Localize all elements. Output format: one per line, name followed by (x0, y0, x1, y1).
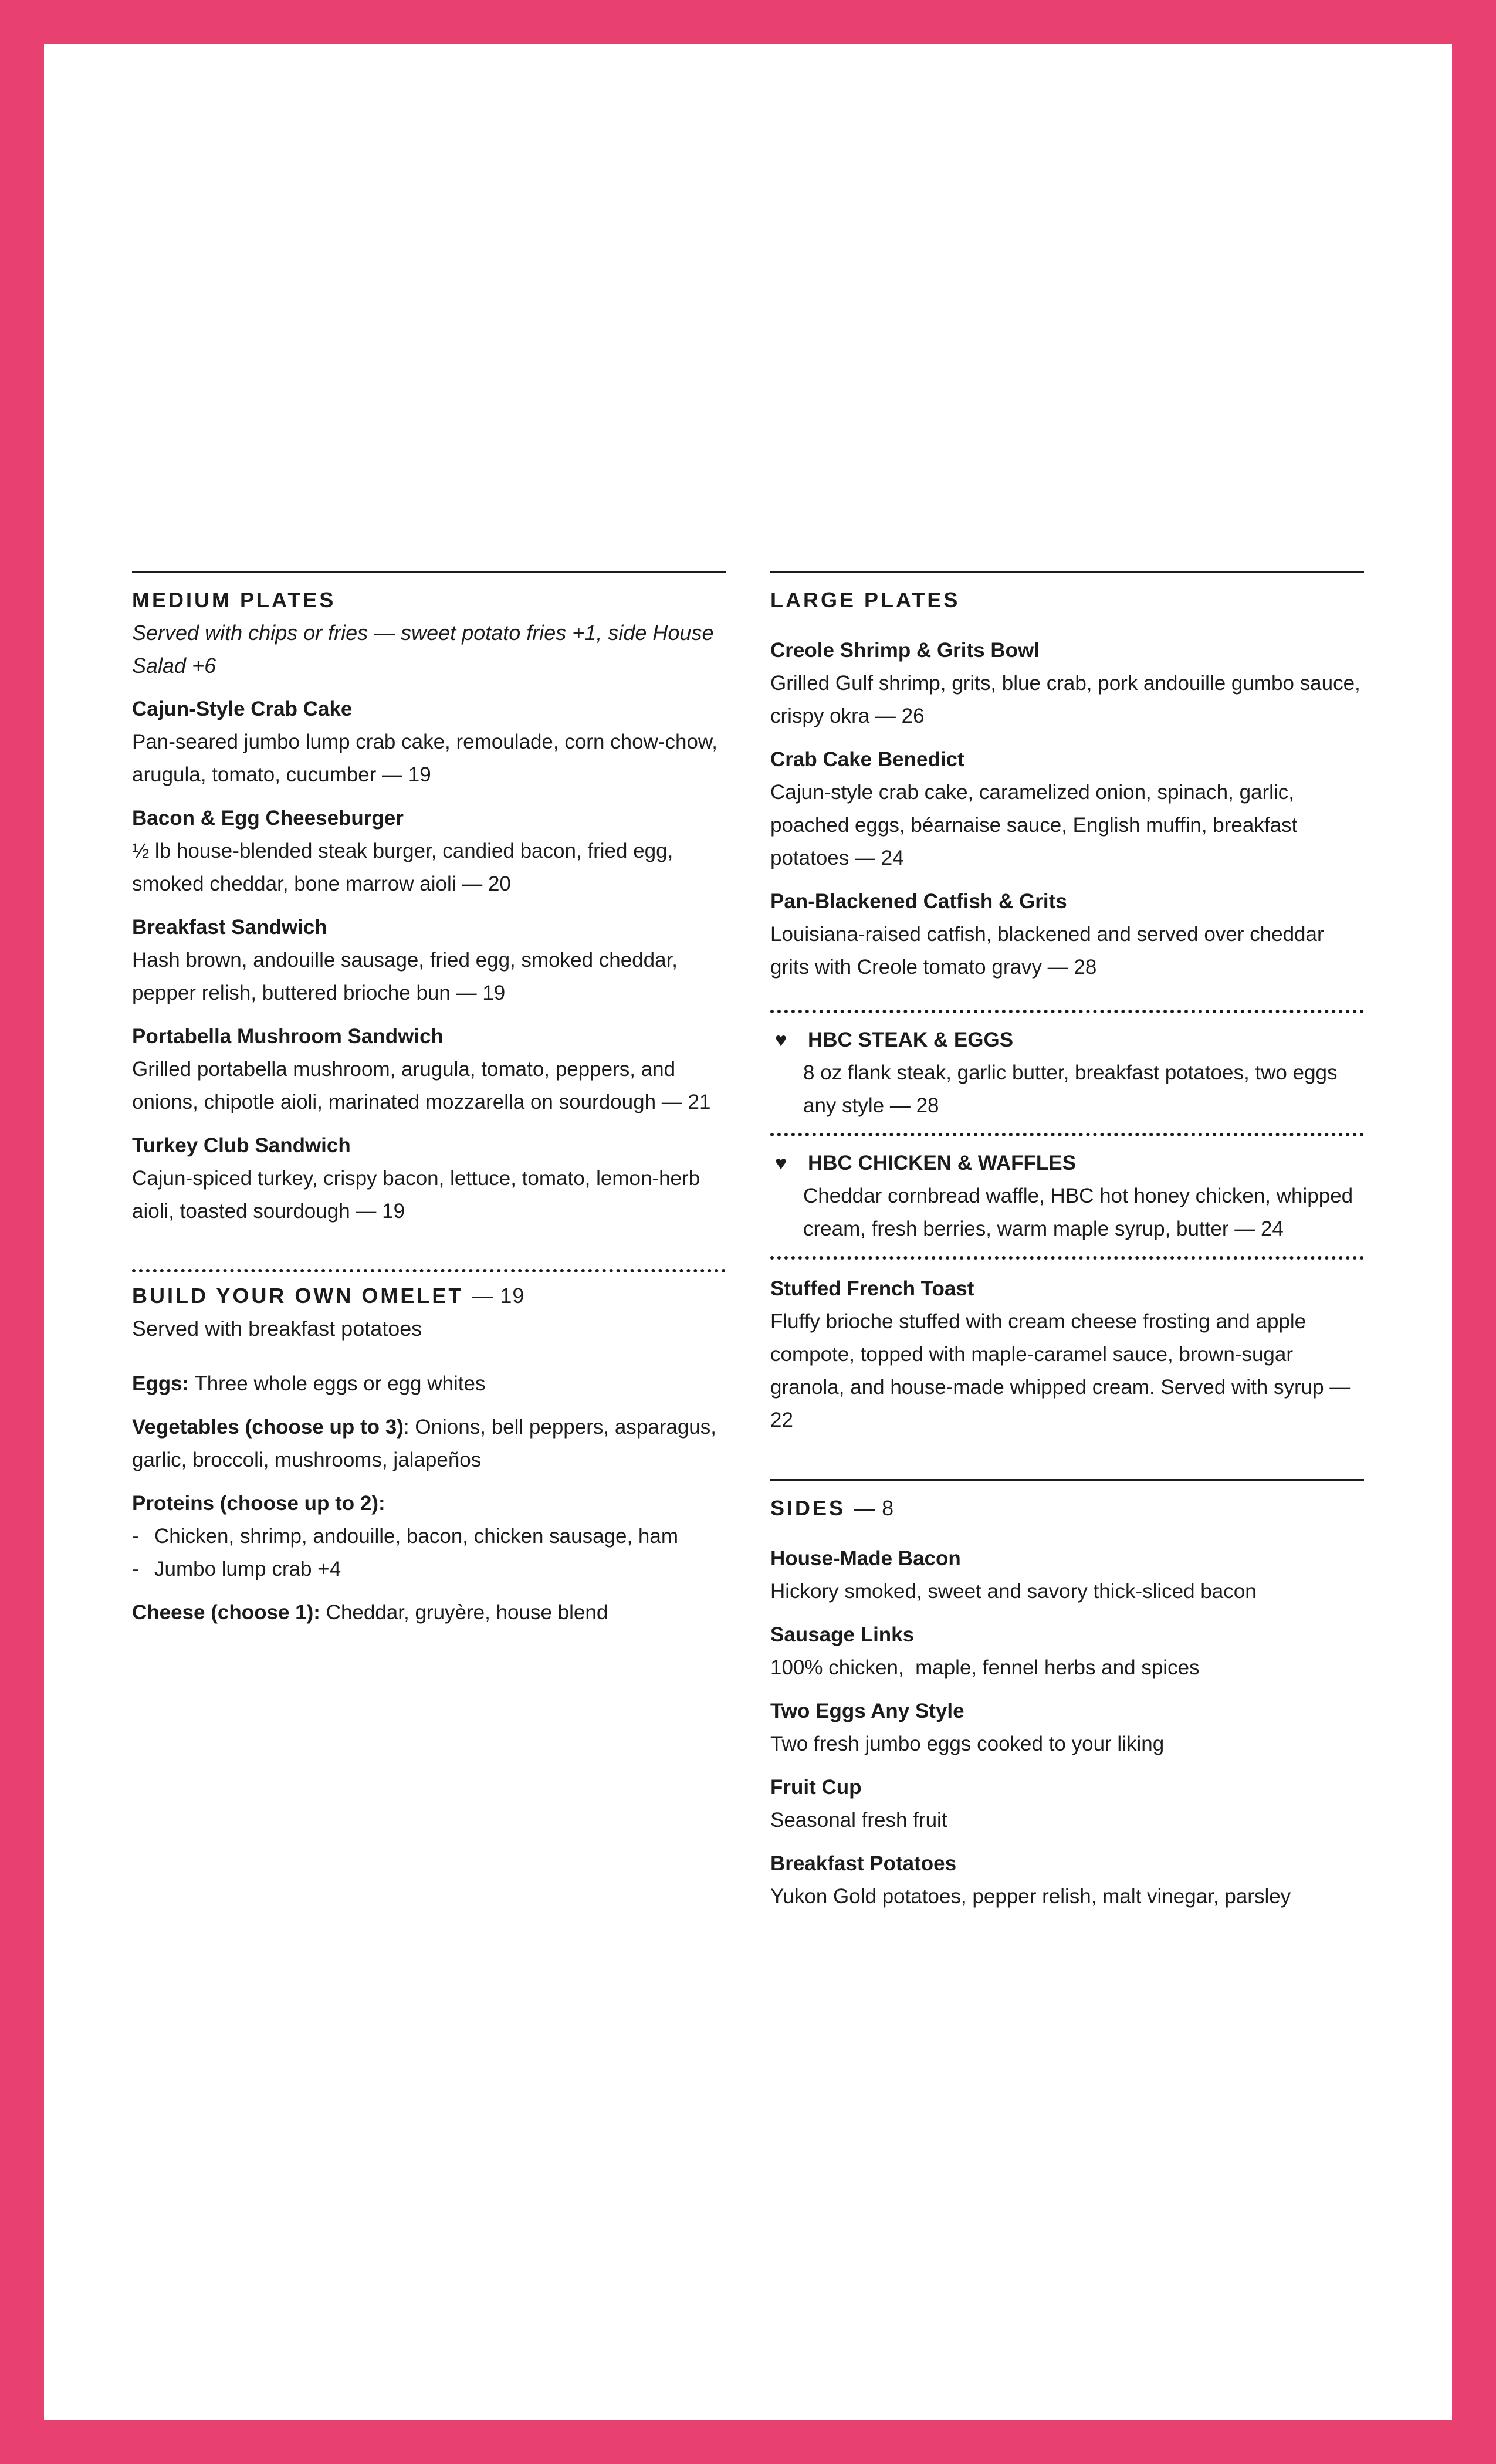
featured-item-name: HBC STEAK & EGGS (808, 1028, 1014, 1051)
eggs-label: Eggs: (132, 1372, 189, 1395)
bullet-dash: - (132, 1558, 139, 1580)
bullet-text: Chicken, shrimp, andouille, bacon, chicken sausage, ham (154, 1525, 678, 1548)
side-item (770, 1695, 1364, 1761)
menu-item (770, 885, 1364, 984)
item-description: Seasonal fresh fruit (770, 1809, 947, 1832)
featured-item-description: Cheddar cornbread waffle, HBC hot honey chicken, whipped cream, fresh berries, warm maple syrup, butter — 24 (803, 1184, 1353, 1240)
menu-item (770, 1272, 1364, 1437)
menu-item (770, 743, 1364, 875)
featured-item-description: 8 oz flank steak, garlic butter, breakfast potatoes, two eggs any style — 28 (803, 1061, 1338, 1117)
omelet-price: — 19 (472, 1284, 525, 1308)
item-name: Two Eggs Any Style (770, 1700, 964, 1722)
item-name: Bacon & Egg Cheeseburger (132, 807, 404, 830)
item-description: Grilled portabella mushroom, arugula, tomato, peppers, and onions, chipotle aioli, marinated mozzarella on sourdough — 21 (132, 1058, 711, 1113)
item-name: Turkey Club Sandwich (132, 1134, 351, 1157)
cheese-label: Cheese (choose 1): (132, 1601, 320, 1624)
item-description: 100% chicken, maple, fennel herbs and spices (770, 1656, 1200, 1679)
left-column (132, 571, 726, 1629)
menu-page (44, 44, 1452, 2420)
item-description: Two fresh jumbo eggs cooked to your liking (770, 1732, 1165, 1755)
section-divider (132, 571, 726, 573)
omelet-vegetables (132, 1411, 726, 1477)
medium-plates-note: Served with chips or fries — sweet potato fries +1, side House Salad +6 (132, 621, 714, 678)
omelet-title (132, 1280, 726, 1312)
heart-icon: ♥ (775, 1029, 787, 1051)
menu-item (132, 1020, 726, 1119)
side-item (770, 1847, 1364, 1913)
section-divider (770, 1479, 1364, 1481)
menu-item (132, 693, 726, 791)
vegetables-label: Vegetables (choose up to 3) (132, 1416, 404, 1439)
proteins-label: Proteins (choose up to 2): (132, 1492, 385, 1515)
item-description: Fluffy brioche stuffed with cream cheese frosting and apple compote, topped with maple-caramel sauce, brown-sugar granola, and house-made whipped cream. Served with syrup — 22 (770, 1310, 1351, 1431)
item-description: Cajun-spiced turkey, crispy bacon, lettuce, tomato, lemon-herb aioli, toasted sourdough — 19 (132, 1167, 700, 1223)
featured-item (770, 1018, 1364, 1128)
section-divider (770, 571, 1364, 573)
bullet-dash: - (132, 1525, 139, 1548)
omelet-cheese (132, 1596, 726, 1629)
dotted-divider (132, 1269, 726, 1272)
menu-item (132, 802, 726, 901)
item-name: Cajun-Style Crab Cake (132, 698, 353, 720)
item-name: House-Made Bacon (770, 1547, 961, 1570)
item-description: Grilled Gulf shrimp, grits, blue crab, pork andouille gumbo sauce, crispy okra — 26 (770, 672, 1360, 727)
item-description: ½ lb house-blended steak burger, candied bacon, fried egg, smoked cheddar, bone marrow aioli — 20 (132, 840, 673, 895)
item-description: Cajun-style crab cake, caramelized onion, spinach, garlic, poached eggs, béarnaise sauce, English muffin, breakfast potatoes — 24 (770, 781, 1298, 869)
item-name: Portabella Mushroom Sandwich (132, 1025, 444, 1048)
item-description: Hash brown, andouille sausage, fried egg, smoked cheddar, pepper relish, buttered brioche bun — 19 (132, 949, 678, 1004)
menu-item (132, 911, 726, 1010)
item-name: Fruit Cup (770, 1776, 862, 1799)
bullet-text: Jumbo lump crab +4 (154, 1558, 341, 1580)
right-column (770, 571, 1364, 1913)
featured-item-head (770, 1147, 1364, 1180)
eggs-text: Three whole eggs or egg whites (194, 1372, 486, 1395)
item-description: Hickory smoked, sweet and savory thick-sliced bacon (770, 1580, 1257, 1603)
item-description: Pan-seared jumbo lump crab cake, remoulade, corn chow-chow, arugula, tomato, cucumber — 19 (132, 730, 717, 786)
protein-bullet (132, 1553, 726, 1586)
item-description: Yukon Gold potatoes, pepper relish, malt vinegar, parsley (770, 1885, 1291, 1908)
heart-icon: ♥ (775, 1152, 787, 1175)
item-name: Breakfast Potatoes (770, 1852, 957, 1875)
omelet-proteins (132, 1487, 726, 1586)
dotted-divider (770, 1133, 1364, 1136)
menu-item (770, 634, 1364, 733)
medium-plates-title: MEDIUM PLATES (132, 588, 336, 612)
item-name: Stuffed French Toast (770, 1277, 974, 1300)
large-plates-title: LARGE PLATES (770, 588, 960, 612)
item-name: Pan-Blackened Catfish & Grits (770, 890, 1067, 913)
featured-item (770, 1141, 1364, 1251)
item-description: Louisiana-raised catfish, blackened and served over cheddar grits with Creole tomato gravy — 28 (770, 923, 1324, 979)
sides-title (770, 1492, 1364, 1525)
dotted-divider (770, 1256, 1364, 1260)
side-item (770, 1771, 1364, 1837)
omelet-title-text: BUILD YOUR OWN OMELET (132, 1284, 464, 1308)
side-item (770, 1542, 1364, 1608)
omelet-subtitle: Served with breakfast potatoes (132, 1316, 422, 1341)
item-name: Sausage Links (770, 1623, 915, 1646)
item-name: Breakfast Sandwich (132, 916, 327, 939)
sides-title-text: SIDES (770, 1496, 846, 1520)
item-name: Crab Cake Benedict (770, 748, 964, 771)
sides-price: — 8 (854, 1496, 895, 1520)
protein-bullet (132, 1520, 726, 1553)
side-item (770, 1619, 1364, 1684)
vegetables-text: : Onions, bell peppers, asparagus, garlic, broccoli, mushrooms, jalapeños (132, 1416, 716, 1471)
featured-item-name: HBC CHICKEN & WAFFLES (808, 1152, 1076, 1175)
item-name: Creole Shrimp & Grits Bowl (770, 639, 1040, 662)
cheese-text: Cheddar, gruyère, house blend (326, 1601, 608, 1624)
featured-item-head (770, 1024, 1364, 1057)
dotted-divider (770, 1010, 1364, 1013)
omelet-eggs (132, 1368, 726, 1400)
menu-item (132, 1129, 726, 1228)
